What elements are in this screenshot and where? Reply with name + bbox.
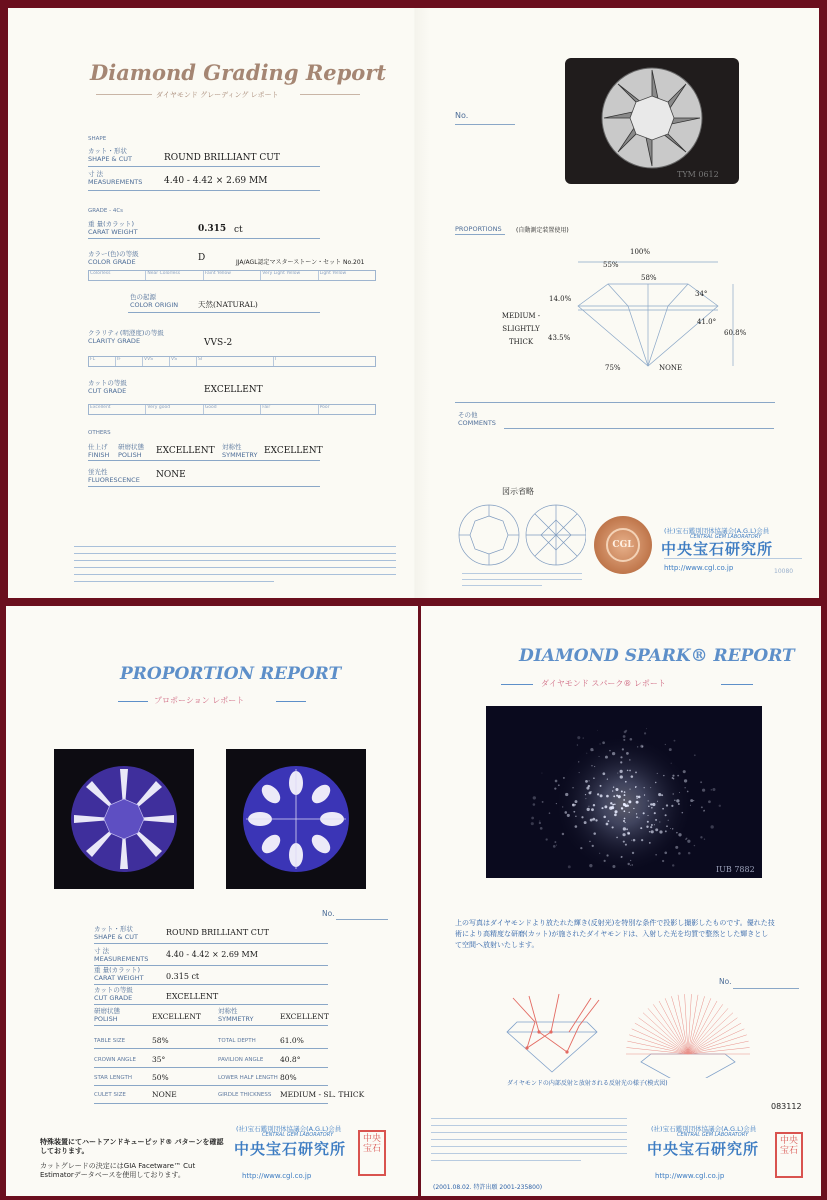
lab-logo-jp: 中央宝石研究所 (234, 1140, 347, 1158)
polish-label-jp: 研磨状態 (118, 443, 144, 451)
origin-label-jp: 色の起源 (130, 293, 156, 301)
proportion-diagram (548, 244, 748, 374)
cut-label-en: CUT GRADE (94, 994, 133, 1002)
polish-label-en: POLISH (118, 451, 142, 459)
report-subtitle: ダイヤモンド グレーディング レポート (156, 91, 279, 99)
no-label: No. (719, 977, 732, 986)
cut-value: EXCELLENT (166, 992, 219, 1001)
lab-member: (社)宝石鑑別団体協議会(A.G.L)会員 (236, 1125, 342, 1133)
crown-angle-label: CROWN ANGLE (94, 1057, 136, 1063)
reflection-diagrams (499, 992, 775, 1078)
color-scale-item: Light Yellow (319, 271, 347, 276)
cut-scale-item: Fair (261, 405, 318, 414)
shape-label-jp: カット・形状 (88, 147, 127, 155)
table-size-value: 58% (152, 1036, 169, 1045)
cut-scale (88, 404, 376, 415)
proportions-label: PROPORTIONS (455, 225, 502, 233)
comments-label-en: COMMENTS (458, 419, 496, 427)
arrows-photo (54, 749, 194, 889)
girdle-thickness: MEDIUM - SLIGHTLY THICK (501, 312, 541, 346)
polish-value: EXCELLENT (156, 446, 215, 456)
cgl-seal (594, 516, 652, 574)
star-length-label: STAR LENGTH (94, 1075, 132, 1081)
clarity-scale-item: VVS (143, 357, 170, 366)
polish-value: EXCELLENT (152, 1012, 201, 1021)
patent-footnote: (2001.08.02. 特許出願 2001-235800) (433, 1184, 543, 1191)
table-percent: 58% (641, 274, 657, 282)
diagram-omitted-label: 図示省略 (502, 487, 534, 496)
total-depth: 60.8% (724, 329, 747, 337)
hearts-cupid-note: 特殊装置にてハートアンドキューピッド® パターンを確認しております。 (40, 1138, 224, 1155)
red-seal-stamp: 中央宝石 (358, 1130, 386, 1176)
fluorescence-value: NONE (156, 470, 186, 480)
symmetry-value: EXCELLENT (280, 1012, 329, 1021)
clarity-scale-item: I (275, 357, 277, 362)
pavilion-angle-value: 40.8° (280, 1055, 301, 1064)
diamond-photo (565, 58, 739, 184)
lab-name-en: CENTRAL GEM LABORATORY (262, 1132, 334, 1138)
measurements-value: 4.40 - 4.42 × 2.69 MM (164, 176, 268, 186)
lab-logo-jp: 中央宝石研究所 (647, 1140, 760, 1158)
color-scale-item: Faint Yellow (204, 271, 261, 280)
serial-number: 10080 (774, 568, 794, 575)
weight-value: 0.315 (198, 224, 227, 234)
no-label: No. (455, 111, 469, 120)
spark-fine-print (431, 1118, 629, 1161)
comments-label-jp: その他 (458, 411, 478, 419)
cut-label-en: CUT GRADE (88, 387, 127, 395)
weight-unit: ct (234, 225, 243, 235)
crown-angle: 34° (695, 290, 708, 298)
hearts-arrows-diamond (565, 58, 739, 184)
section-others: OTHERS (88, 430, 111, 436)
clarity-scale-item: FL (89, 357, 116, 366)
polish-label-en: POLISH (94, 1015, 118, 1023)
cut-value: EXCELLENT (204, 385, 263, 395)
cut-scale-item: Poor (319, 405, 330, 410)
measurements-label-jp: 寸 法 (88, 170, 104, 178)
finish-label-en: FINISH (88, 451, 110, 459)
photo-code: IUB 7882 (716, 865, 755, 874)
weight-label-jp: 重 量(カラット) (88, 220, 135, 228)
clarity-label-jp: クラリティ(明澄度)の等級 (88, 329, 164, 337)
symmetry-label-jp: 対称性 (222, 443, 242, 451)
shape-label-en: SHAPE & CUT (94, 933, 138, 941)
lab-member: (社)宝石鑑別団体協議会(A.G.L)会員 (664, 527, 770, 535)
weight-value: 0.315 ct (166, 972, 200, 981)
color-scale-item: Colorless (89, 271, 146, 280)
pavilion-angle: 41.0° (697, 318, 717, 326)
total-depth-label: TOTAL DEPTH (218, 1038, 256, 1044)
color-scale-item: Very Light Yellow (261, 271, 318, 280)
girdle-thickness-label: GIRDLE THICKNESS (218, 1092, 272, 1098)
photo-code: TYM 0612 (677, 170, 719, 179)
lab-url[interactable]: http://www.cgl.co.jp (242, 1172, 312, 1180)
shape-label-en: SHAPE & CUT (88, 155, 132, 163)
symmetry-label-jp: 対称性 (218, 1007, 238, 1015)
cut-scale-item: Excellent (89, 405, 146, 414)
clarity-scale-item: IF (116, 357, 143, 366)
measurements-value: 4.40 - 4.42 × 2.69 MM (166, 950, 258, 959)
cut-scale-item: Good (204, 405, 261, 414)
seal-text: CGL (606, 528, 640, 562)
report-title: Diamond Grading Report (90, 60, 387, 85)
lab-url[interactable]: http://www.cgl.co.jp (664, 564, 734, 572)
clarity-scale-item: VS (170, 357, 197, 366)
lower-half-value: 80% (280, 1073, 297, 1082)
crown-height: 14.0% (549, 295, 572, 303)
lab-logo-jp: 中央宝石研究所 (661, 540, 774, 558)
lab-name-en: CENTRAL GEM LABORATORY (677, 1132, 749, 1138)
lab-member: (社)宝石鑑別団体協議会(A.G.L)会員 (651, 1125, 757, 1133)
color-master-note: JJA/AGL認定マスターストーン・セット No.201 (236, 259, 365, 266)
pavilion-angle-label: PAVILION ANGLE (218, 1057, 264, 1063)
clarity-label-en: CLARITY GRADE (88, 337, 141, 345)
symmetry-value: EXCELLENT (264, 446, 323, 456)
clarity-value: VVS-2 (204, 338, 233, 348)
crown-width: 55% (603, 261, 619, 269)
table-size-label: TABLE SIZE (94, 1038, 126, 1044)
color-label-en: COLOR GRADE (88, 258, 136, 266)
culet-size: NONE (659, 364, 683, 372)
cut-label-jp: カットの等級 (94, 986, 133, 994)
proportion-subtitle: プロポーション レポート (154, 696, 245, 705)
spark-photo (486, 706, 762, 878)
star-length-value: 50% (152, 1073, 169, 1082)
section-shape: SHAPE (88, 136, 107, 142)
proportion-report-sheet (6, 606, 418, 1196)
weight-label-jp: 重 量(カラット) (94, 966, 141, 974)
spark-report-sheet (421, 606, 821, 1196)
shape-label-jp: カット・形状 (94, 925, 133, 933)
color-scale-item: Near Colorless (146, 271, 203, 280)
lower-half-label: LOWER HALF LENGTH (218, 1075, 278, 1081)
origin-value: 天然(NATURAL) (198, 300, 258, 309)
diagram-fine-print (462, 573, 590, 576)
measurements-label-en: MEASUREMENTS (88, 178, 143, 186)
crown-angle-value: 35° (152, 1055, 166, 1064)
girdle-thickness-value: MEDIUM - SL. THICK (280, 1090, 365, 1099)
table-total: 100% (630, 248, 651, 256)
clarity-scale-item: SI (197, 357, 274, 366)
shape-value: ROUND BRILLIANT CUT (166, 928, 269, 937)
spark-subtitle: ダイヤモンド スパーク® レポート (541, 679, 666, 688)
hearts-pattern (226, 749, 366, 889)
origin-label-en: COLOR ORIGIN (130, 301, 179, 309)
spark-description: 上の写真はダイヤモンドより放たれた輝き(反射光)を特別な条件で投影し撮影したものです。優れた技術により高精度な研磨(カット)が施されたダイヤモンドは、入射した光を均質で整然とした輝きとして空間へ放射いたします。 (455, 919, 775, 949)
symmetry-label-en: SYMMETRY (218, 1015, 254, 1023)
facetware-note: カットグレードの決定にはGIA Facetware™ Cut Estimatorデータベースを使用しております。 (40, 1162, 196, 1179)
section-grade: GRADE - 4Cs (88, 208, 124, 214)
diagram-caption: ダイヤモンドの内部反射と放射される反射光の様子(模式図) (507, 1080, 668, 1087)
color-value: D (198, 253, 206, 263)
proportion-title: PROPORTION REPORT (120, 664, 342, 684)
finish-label-jp: 仕上げ (88, 443, 108, 451)
color-label-jp: カラー(色)の等級 (88, 250, 139, 258)
grading-report-sheet (8, 8, 819, 598)
arrows-pattern (54, 749, 194, 889)
lab-name-en: CENTRAL GEM LABORATORY (690, 534, 762, 540)
pavilion-depth: 43.5% (548, 334, 571, 342)
hearts-photo (226, 749, 366, 889)
polish-label-jp: 研磨状態 (94, 1007, 120, 1015)
total-depth-value: 61.0% (280, 1036, 304, 1045)
cut-scale-item: Very good (146, 405, 203, 414)
cut-label-jp: カットの等級 (88, 379, 127, 387)
red-seal-stamp: 中央宝石 (775, 1132, 803, 1178)
lab-url[interactable]: http://www.cgl.co.jp (655, 1172, 725, 1180)
spark-title: DIAMOND SPARK® REPORT (519, 646, 795, 666)
symmetry-label-en: SYMMETRY (222, 451, 258, 459)
fluorescence-label-en: FLUORESCENCE (88, 476, 140, 484)
lower-half: 75% (605, 364, 621, 372)
clarity-scale (88, 356, 376, 367)
color-scale (88, 270, 376, 281)
serial-number: 083112 (771, 1102, 802, 1111)
plot-diagrams (456, 502, 586, 568)
spark-pattern (486, 706, 762, 878)
culet-size-label: CULET SIZE (94, 1092, 126, 1098)
culet-size-value: NONE (152, 1090, 177, 1099)
fluorescence-label-jp: 蛍光性 (88, 468, 108, 476)
shape-value: ROUND BRILLIANT CUT (164, 153, 280, 163)
measurements-label-en: MEASUREMENTS (94, 955, 149, 963)
weight-label-en: CARAT WEIGHT (94, 974, 144, 982)
measurements-label-jp: 寸 法 (94, 947, 110, 955)
weight-label-en: CARAT WEIGHT (88, 228, 138, 236)
proportions-note: (自動測定装置使用) (516, 227, 569, 234)
no-label: No. (322, 909, 335, 918)
